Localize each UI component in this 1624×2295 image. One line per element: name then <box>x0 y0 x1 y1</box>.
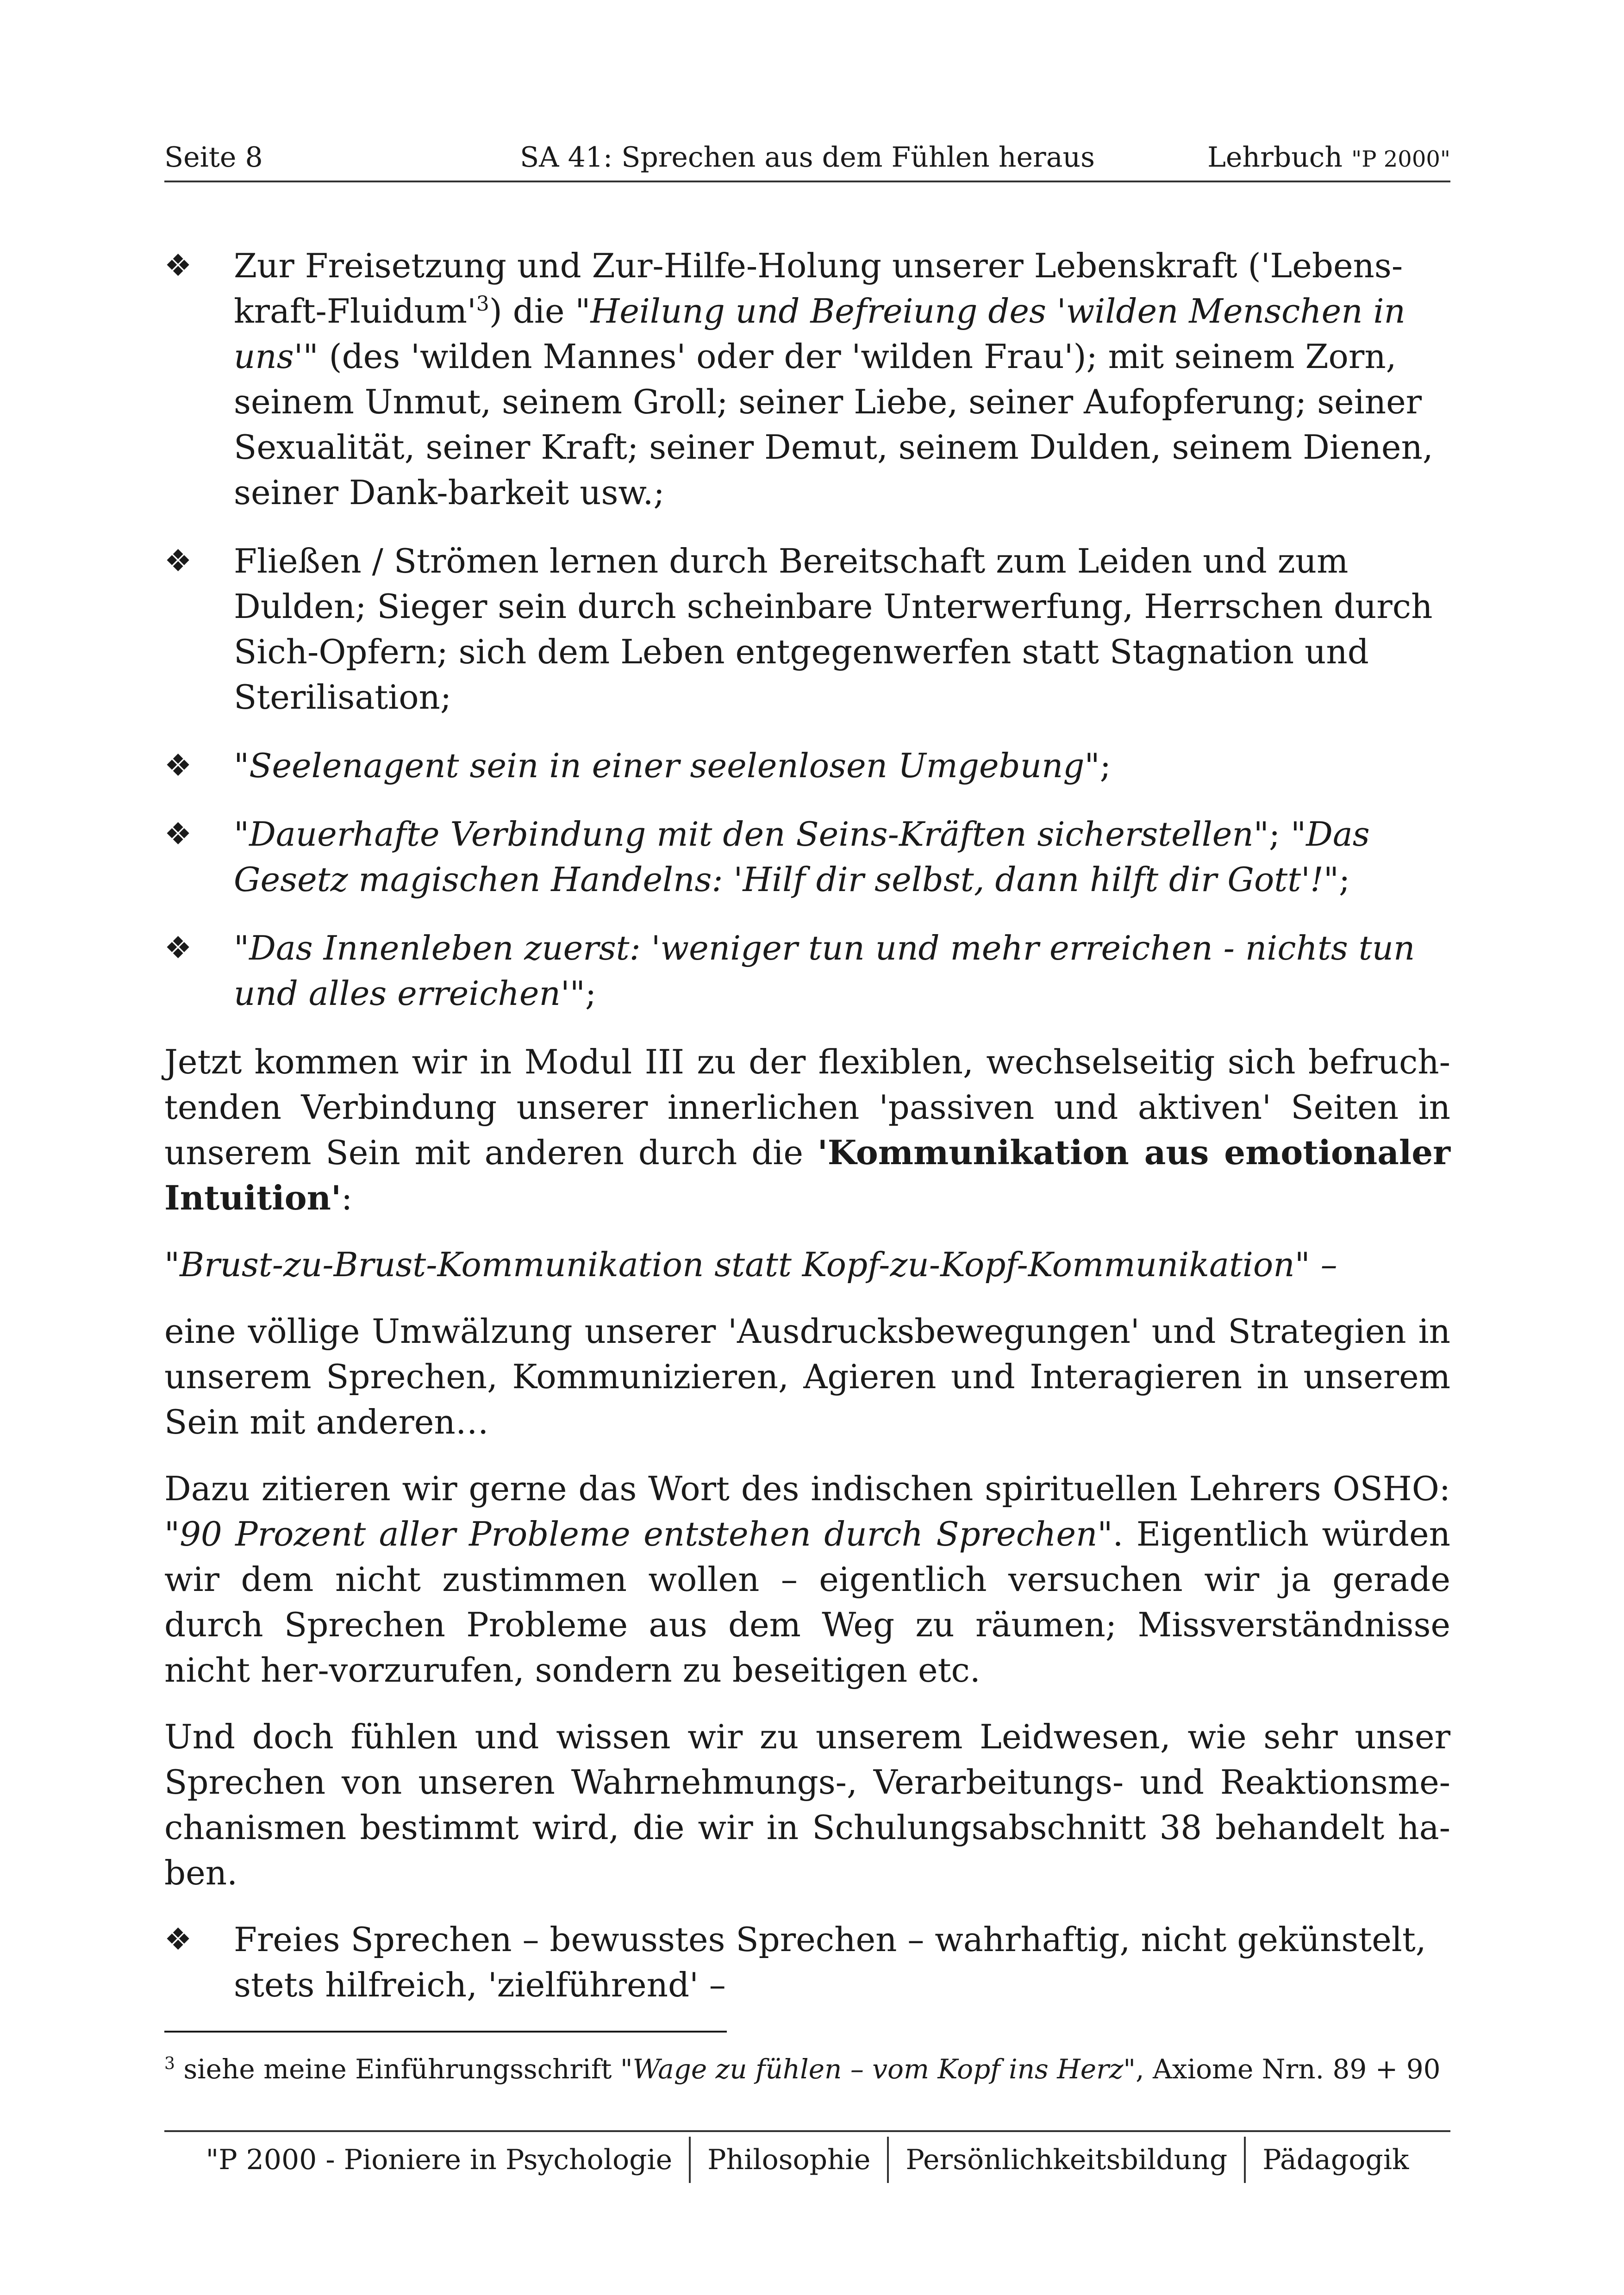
bullet-diamond-icon: ❖ <box>164 1921 192 1957</box>
quote-line <box>164 1242 1450 1287</box>
footnote <box>164 2051 1450 2088</box>
emphasis: "Heilung und Befreiung des 'wilden Menschen in uns'" <box>234 292 1405 376</box>
paragraph-leidwesen: Und doch fühlen und wissen wir zu unserem Leidwesen, wie sehr unser Sprechen von unseren Wahrnehmungs-, Verarbeitungs- und Reaktionsme-chanismen bestimmt wird, die wir in Schulungsabschnitt 38 behandelt ha-ben. <box>164 1717 1450 1892</box>
bullet-item <box>164 925 1450 1016</box>
bullet-item <box>164 243 1450 515</box>
bullet-text: Freies Sprechen – bewusstes Sprechen – wahrhaftig, nicht gekünstelt, stets hilfreich, 'zielführend' – <box>234 1920 1426 2004</box>
bold-term: 'Kommunikation aus emotionaler Intuition' <box>164 1133 1451 1217</box>
bullet-diamond-icon: ❖ <box>164 816 192 852</box>
bullet-item <box>164 743 1450 788</box>
text-run: ; <box>585 974 597 1013</box>
bullet-item <box>164 538 1450 720</box>
bullet-diamond-icon: ❖ <box>164 748 192 783</box>
emphasis: "Das Gesetz magischen Handelns: 'Hilf dir selbst, dann hilft dir Gott'!" <box>234 815 1370 899</box>
emphasis: "Seelenagent sein in einer seelenlosen Umgebung" <box>234 746 1100 785</box>
footer-item: Pädagogik <box>1244 2137 1425 2183</box>
bullet-diamond-icon: ❖ <box>164 248 192 283</box>
text-run: (des 'wilden Mannes' oder der 'wilden Frau'); mit seinem Zorn, seinem Unmut, seinem Groll; seiner Liebe, seiner Aufopferung; seiner Sexualität, seiner Kraft; seiner Demut, seinem Dulden, seinem Dienen, seiner Dank-barkeit usw.; <box>234 337 1433 512</box>
book-title-main: Lehrbuch <box>1207 141 1352 174</box>
emphasis: "Dauerhafte Verbindung mit den Seins-Kräften sicherstellen" <box>234 815 1269 854</box>
text-run: Zur Freisetzung und Zur-Hilfe-Holung unserer Lebenskraft ('Lebens-kraft-Fluidum' <box>234 246 1403 331</box>
text-run: . Eigentlich würden wir dem nicht zustimmen wollen – eigentlich versuchen wir ja gerade durch Sprechen Probleme aus dem Weg zu räumen; Missverständnisse nicht her-vorzurufen, sondern zu beseitigen etc. <box>164 1515 1450 1690</box>
footer-item: "P 2000 - Pioniere in Psychologie <box>206 2144 673 2176</box>
text-run: siehe meine Einführungsschrift <box>175 2053 620 2085</box>
footer-item: Philosophie <box>689 2137 887 2183</box>
text-run: ; <box>1339 860 1350 899</box>
text-run: : <box>341 1179 353 1217</box>
text-run: ; <box>1099 746 1111 785</box>
bullet-text <box>234 925 1450 1016</box>
text-run: Jetzt kommen wir in Modul III zu der flexiblen, wechselseitig sich befruch-tenden Verbindung unserer innerlichen 'passiven und aktiven' Seiten in unserem Sein mit anderen durch die <box>164 1042 1450 1172</box>
paragraph-osho <box>164 1466 1450 1693</box>
page-number: Seite 8 <box>164 141 263 174</box>
paragraph-umwaelzung: eine völlige Umwälzung unserer 'Ausdrucksbewegungen' und Strategien in unserem Sprechen, Kommunizieren, Agieren und Interagieren in unserem Sein mit anderen… <box>164 1312 1450 1441</box>
emphasis: "90 Prozent aller Probleme entstehen durch Sprechen" <box>164 1515 1113 1553</box>
book-title <box>1207 134 1450 182</box>
emphasis: "Wage zu fühlen – vom Kopf ins Herz" <box>620 2053 1136 2085</box>
bullet-item <box>164 1917 1450 2008</box>
paragraph-modul <box>164 1039 1450 1221</box>
bullet-diamond-icon: ❖ <box>164 930 192 966</box>
footnote-number: 3 <box>164 2054 175 2073</box>
page-footer <box>164 2130 1450 2183</box>
bullet-item <box>164 811 1450 902</box>
book-title-small: "P 2000" <box>1351 146 1450 172</box>
body-text <box>164 243 1450 2031</box>
text-run: , Axiome Nrn. 89 + 90 <box>1136 2053 1441 2085</box>
text-run: Dazu zitieren wir gerne das Wort des indischen spirituellen Lehrers OSHO: <box>164 1469 1450 1508</box>
text-run: ; <box>1268 815 1291 854</box>
footnote-ref: 3 <box>476 292 489 316</box>
emphasis: "Das Innenleben zuerst: 'weniger tun und mehr erreichen - nichts tun und alles erreichen'" <box>234 929 1415 1013</box>
bullet-text: Fließen / Strömen lernen durch Bereitschaft zum Leiden und zum Dulden; Sieger sein durch scheinbare Unterwerfung, Herrschen durch Sich-Opfern; sich dem Leben entgegenwerfen statt Stagnation und Sterilisation; <box>234 542 1433 717</box>
text-run: ) die <box>489 292 575 331</box>
running-header <box>164 134 1450 182</box>
emphasis: "Brust-zu-Brust-Kommunikation statt Kopf-zu-Kopf-Kommunikation" – <box>164 1245 1337 1284</box>
footnote-divider <box>164 2031 727 2033</box>
bullet-text <box>234 243 1450 515</box>
bullet-diamond-icon: ❖ <box>164 543 192 579</box>
chapter-title: SA 41: Sprechen aus dem Fühlen heraus <box>520 141 1095 174</box>
bullet-text <box>234 811 1450 902</box>
bullet-text <box>234 743 1450 788</box>
footer-item: Persönlichkeitsbildung <box>887 2137 1244 2183</box>
